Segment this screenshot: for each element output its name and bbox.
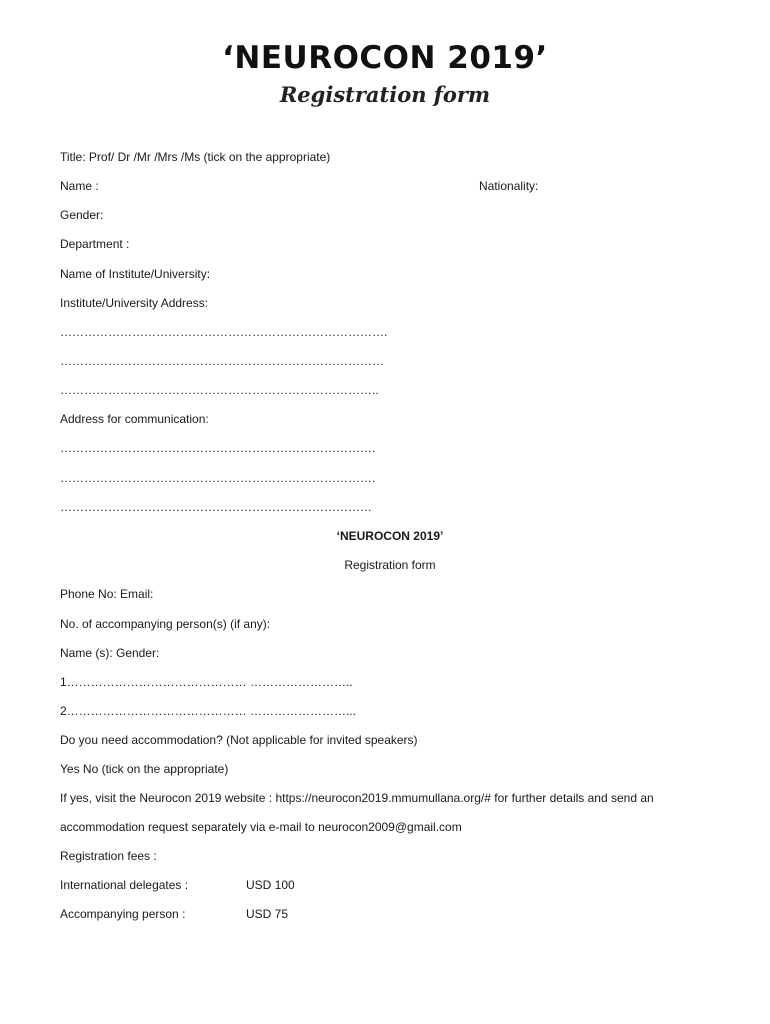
- form-subtitle: Registration form: [279, 82, 491, 107]
- phone-email-label: Phone No: Email:: [60, 587, 154, 601]
- repeat-form-title: ‘NEUROCON 2019’: [336, 529, 444, 543]
- accommodation-question: Do you need accommodation? (Not applicable for invited speakers): [60, 733, 418, 747]
- name-label: Name :: [60, 179, 99, 193]
- fee-label-accompanying: Accompanying person :: [60, 907, 186, 921]
- fee-label-international: International delegates :: [60, 878, 189, 892]
- fee-value-international: USD 100: [246, 878, 295, 892]
- department-label: Department :: [60, 237, 130, 251]
- institute-name-label: Name of Institute/University:: [60, 267, 211, 281]
- communication-line: ……………………………………………………………………: [60, 500, 372, 514]
- communication-line: …………………………………………………………………….: [60, 441, 376, 455]
- email-instruction: accommodation request separately via e-mail to neurocon2009@gmail.com: [60, 820, 462, 834]
- yes-no-line: Yes No (tick on the appropriate): [60, 762, 229, 776]
- person-line: 1……………………………………… ……………………..: [60, 675, 353, 689]
- communication-address-label: Address for communication:: [60, 412, 209, 426]
- registration-fees-label: Registration fees :: [60, 849, 157, 863]
- address-line: ……………………………………………………………………..: [60, 383, 379, 397]
- nationality-label: Nationality:: [479, 179, 539, 193]
- person-line: 2……………………………………… ……………………...: [60, 704, 357, 718]
- title-field-line: Title: Prof/ Dr /Mr /Mrs /Ms (tick on the appropriate): [60, 150, 331, 164]
- website-instruction: If yes, visit the Neurocon 2019 website : https://neurocon2019.mmumullana.org/# for further details and send an: [60, 791, 654, 805]
- names-gender-label: Name (s): Gender:: [60, 646, 160, 660]
- communication-line: …………………………………………………………………….: [60, 471, 376, 485]
- institute-address-label: Institute/University Address:: [60, 296, 209, 310]
- address-line: ……………………………………………………………………….: [60, 325, 388, 339]
- form-title: ‘NEUROCON 2019’: [222, 40, 548, 76]
- gender-label: Gender:: [60, 208, 104, 222]
- address-line: ………………………………………………………………………: [60, 354, 384, 368]
- fee-value-accompanying: USD 75: [246, 907, 289, 921]
- accompanying-count-label: No. of accompanying person(s) (if any):: [60, 617, 271, 631]
- repeat-form-subtitle: Registration form: [344, 558, 436, 572]
